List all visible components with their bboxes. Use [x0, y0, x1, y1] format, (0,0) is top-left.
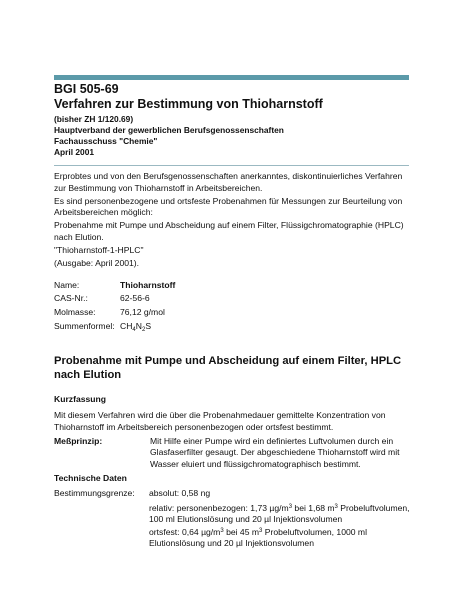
previous-number: (bisher ZH 1/120.69)	[54, 114, 134, 124]
measurement-principle	[54, 436, 410, 471]
detection-limit-label: Bestimmungsgrenze:	[54, 487, 135, 498]
method-edition: (Ausgabe: April 2001).	[54, 258, 140, 269]
superscript: 3	[334, 503, 338, 510]
formula-subscript: 4	[132, 326, 136, 333]
substance-spec	[54, 280, 410, 334]
spec-value: 62-56-6	[120, 293, 150, 304]
superscript: 3	[220, 527, 224, 534]
section-heading: Probenahme mit Pumpe und Abscheidung auf einem Filter, HPLC nach Elution	[54, 354, 402, 382]
technical-data-heading: Technische Daten	[54, 473, 127, 484]
chemical-formula	[120, 321, 151, 334]
issue-date: April 2001	[54, 147, 95, 158]
measurement-principle-text: Mit Hilfe einer Pumpe wird ein definiertes Luftvolumen durch ein Glasfaserfilter gesaugt. Der abgeschiedene Thioharnstoff wird mit Wasser eluiert und flüssigchromatographisch bestimmt.	[150, 435, 400, 469]
detection-limit-relative-stationary	[149, 527, 410, 550]
text-part: bei 45 m	[223, 526, 260, 537]
text-part: Probeluftvolumen, 100 ml Elutionslösung und 20 µl Injektionsvolumen	[149, 502, 410, 525]
spec-label: CAS-Nr.:	[54, 293, 88, 304]
formula-part: N	[135, 320, 142, 331]
spec-row-name	[54, 280, 410, 292]
detection-limit-relative-personal	[149, 503, 410, 526]
summary-heading: Kurzfassung	[54, 393, 107, 404]
text-part: relativ: personenbezogen: 1,73 µg/m	[149, 502, 289, 513]
document-header	[54, 82, 414, 158]
text-part: ortsfest: 0,64 µg/m	[149, 526, 221, 537]
method-name: "Thioharnstoff-1-HPLC"	[54, 245, 144, 256]
header-divider	[54, 165, 409, 166]
spec-row-molar-mass	[54, 307, 410, 319]
spec-value: 76,12 g/mol	[120, 306, 165, 317]
intro-paragraph-1: Erprobtes und von den Berufsgenossenschaften anerkanntes, diskontinuierliches Verfahren zur Bestimmung von Thioharnstoff in Arbeitsbereichen.	[54, 171, 403, 193]
measurement-principle-label: Meßprinzip:	[54, 435, 103, 446]
spec-label: Summenformel:	[54, 320, 115, 331]
document-title: Verfahren zur Bestimmung von Thioharnstoff	[54, 97, 323, 111]
detection-limit-absolute: absolut: 0,58 ng	[149, 487, 211, 498]
spec-label: Molmasse:	[54, 306, 96, 317]
spec-row-formula	[54, 321, 410, 334]
header-accent-bar	[54, 75, 409, 80]
spec-row-cas	[54, 293, 410, 305]
publisher: Hauptverband der gewerblichen Berufsgenossenschaften	[54, 125, 284, 136]
text-part: bei 1,68 m	[292, 502, 335, 513]
intro-paragraph-2: Es sind personenbezogene und ortsfeste Probenahmen für Messungen zur Beurteilung von Arbeitsbereichen möglich:	[54, 195, 403, 218]
formula-part: S	[145, 320, 152, 331]
intro-paragraph-3: Probenahme mit Pumpe und Abscheidung auf einem Filter, Flüssigchromatographie (HPLC) nach Elution.	[54, 220, 404, 242]
formula-subscript: 2	[141, 326, 146, 333]
formula-part: CH	[120, 320, 133, 331]
spec-label: Name:	[54, 279, 80, 290]
committee: Fachausschuss "Chemie"	[54, 136, 158, 147]
document-body	[54, 171, 410, 550]
superscript: 3	[259, 527, 263, 534]
superscript: 3	[288, 503, 293, 510]
summary-text: Mit diesem Verfahren wird die über die Probenahmedauer gemittelte Konzentration von Thioharnstoff im Arbeitsbereich personenbezogen oder ortsfest bestimmt.	[54, 410, 386, 432]
spec-value: Thioharnstoff	[120, 279, 176, 290]
document-number: BGI 505-69	[54, 82, 119, 96]
detection-limit-row	[54, 488, 410, 500]
text-part: Probeluftvolumen, 1000 ml Elutionslösung und 20 µl Injektionsvolumen	[149, 526, 368, 549]
